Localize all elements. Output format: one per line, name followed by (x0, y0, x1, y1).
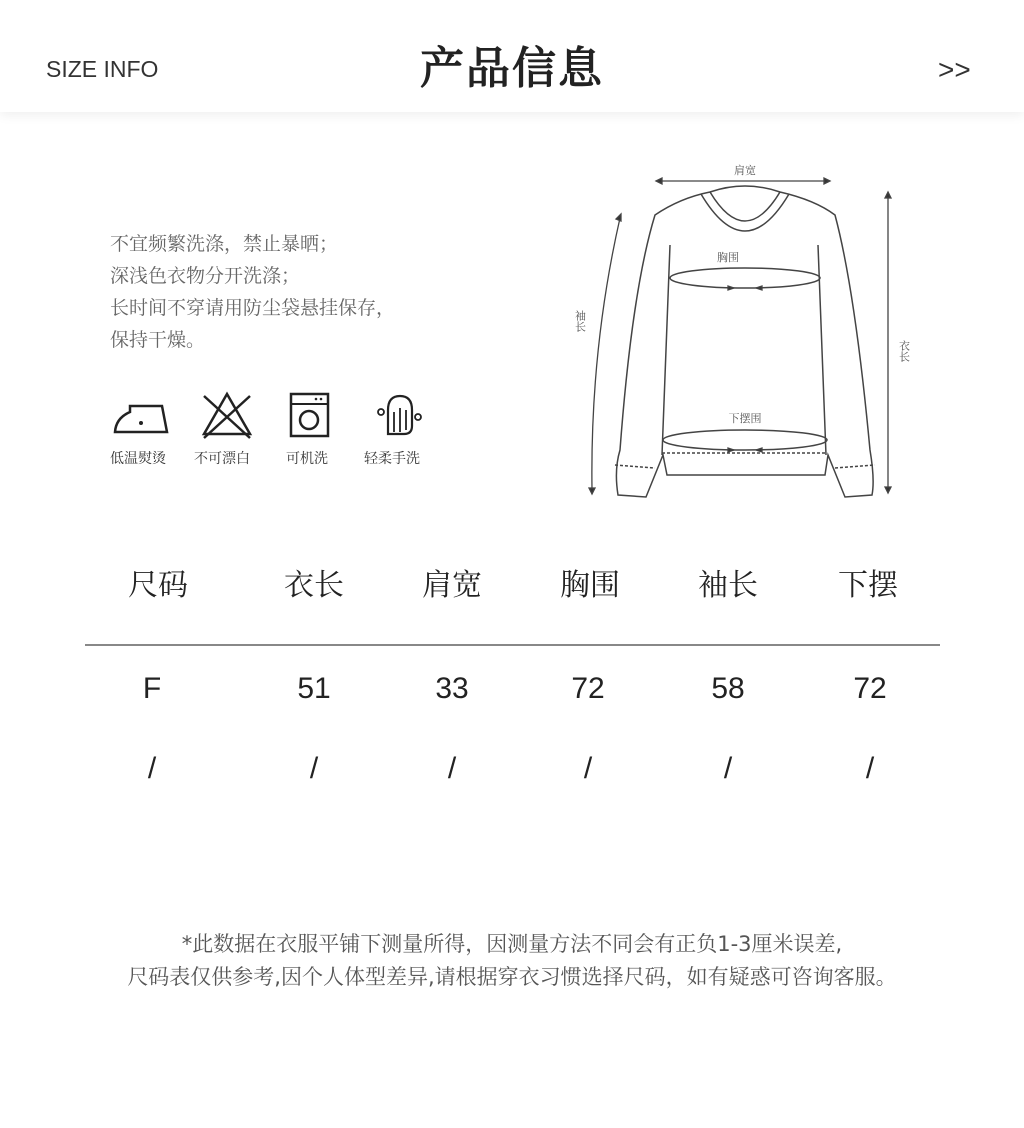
table-cell: / (447, 752, 457, 785)
care-line: 不宜频繁洗涤，禁止暴晒； (110, 233, 339, 255)
table-header: 衣长 (284, 568, 344, 603)
header (0, 0, 1024, 112)
care-line: 深浅色衣物分开洗涤； (110, 265, 301, 287)
table-header: 袖长 (698, 568, 758, 603)
no-bleach-icon (200, 390, 254, 440)
sweater-measurement-diagram (570, 150, 920, 510)
table-cell: / (865, 752, 875, 785)
table-cell: 72 (571, 672, 605, 705)
table-cell: / (309, 752, 319, 785)
table-header: 下摆 (838, 568, 898, 603)
table-cell: / (583, 752, 593, 785)
care-instructions (110, 228, 395, 356)
table-cell: / (147, 752, 157, 785)
page-title: 产品信息 (420, 43, 604, 94)
table-cell: / (723, 752, 733, 785)
care-line: 保持干燥。 (110, 329, 206, 351)
table-cell: 58 (711, 672, 745, 705)
shoulder-label: 肩宽 (734, 164, 756, 177)
table-cell: 33 (435, 672, 469, 705)
hand-wash-icon (374, 390, 424, 440)
chest-label: 胸围 (717, 251, 739, 264)
table-header: 尺码 (128, 568, 188, 603)
table-cell: 51 (297, 672, 331, 705)
table-divider (85, 644, 940, 646)
care-line: 长时间不穿请用防尘袋悬挂保存， (110, 297, 396, 319)
sleeve-label: 袖长 (573, 310, 587, 332)
table-header: 肩宽 (422, 568, 482, 603)
care-icon-label: 低温熨烫 (110, 451, 166, 467)
measurement-note: 尺码表仅供参考,因个人体型差异,请根据穿衣习惯选择尺码，如有疑惑可咨询客服。 (127, 965, 897, 989)
hem-label: 下摆围 (728, 412, 762, 425)
care-icon-label: 轻柔手洗 (364, 451, 420, 467)
iron-low-temp-icon (112, 390, 170, 438)
length-label: 衣长 (897, 340, 911, 362)
table-cell: 72 (853, 672, 887, 705)
care-icon-label: 可机洗 (286, 451, 328, 467)
care-icon-label: 不可漂白 (194, 451, 250, 467)
next-button[interactable]: >> (938, 54, 971, 85)
size-info-label: SIZE INFO (46, 56, 159, 82)
table-cell: F (142, 672, 162, 705)
machine-wash-icon (288, 390, 332, 440)
measurement-note: *此数据在衣服平铺下测量所得，因测量方法不同会有正负1-3厘米误差, (181, 932, 843, 956)
table-header: 胸围 (560, 568, 620, 603)
